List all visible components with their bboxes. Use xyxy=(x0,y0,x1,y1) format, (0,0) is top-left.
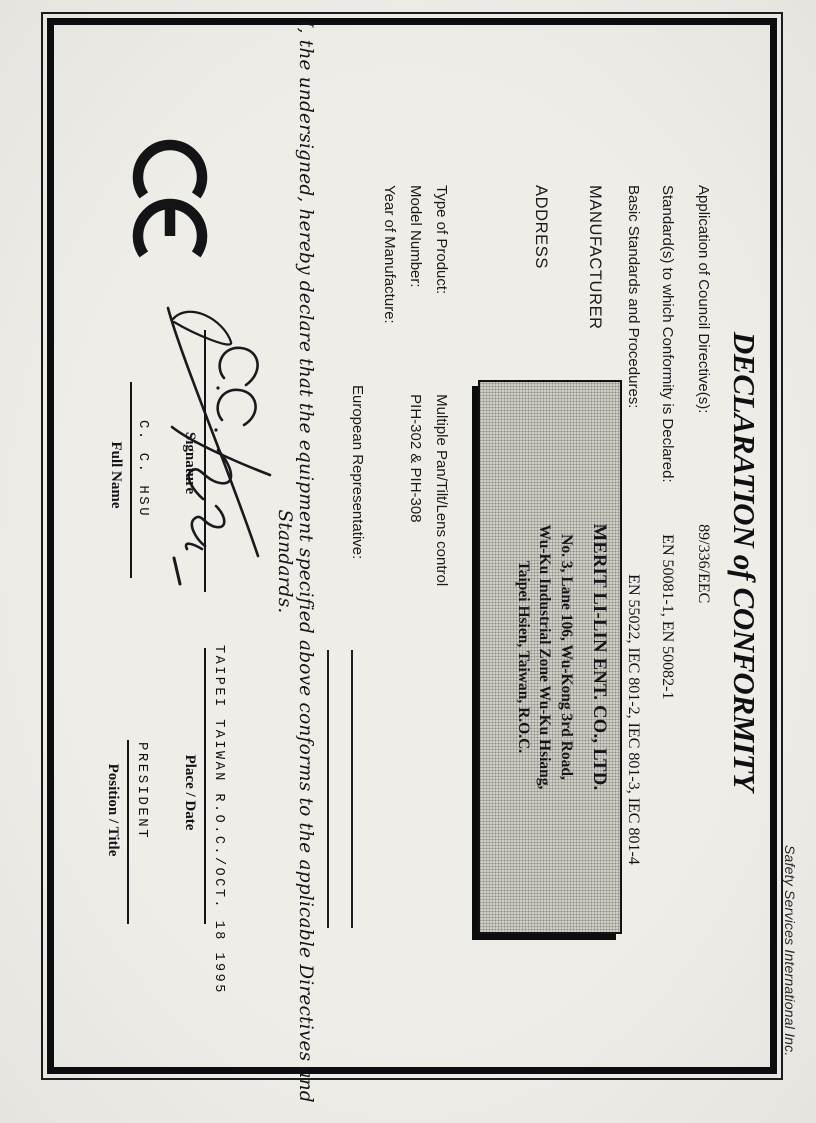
year-of-manufacture-row xyxy=(381,185,398,390)
place-date-value: TAIPEI TAIWAN R.O.C./OCT. 18 1995 xyxy=(211,645,226,995)
euro-rep-blank-line-2 xyxy=(327,650,329,928)
european-representative-label: European Representative: xyxy=(349,385,366,560)
standards-row xyxy=(658,185,676,699)
declaration-statement: I, the undersigned, hereby declare that the equipment specified above conforms to the applicable Directives and Standards. xyxy=(274,20,316,1103)
standards-value: EN 50081-1, EN 50082-1 xyxy=(659,534,676,700)
directive-row xyxy=(694,185,712,603)
position-label: Position / Title xyxy=(105,763,121,857)
model-number-row xyxy=(407,185,424,523)
full-name-rule xyxy=(130,382,132,578)
type-of-product-value: Multiple Pan/Tilt/Lens control xyxy=(433,394,450,587)
place-date-rule xyxy=(204,648,206,924)
type-of-product-label: Type of Product: xyxy=(433,185,450,295)
signature-handwriting xyxy=(146,290,286,610)
directive-label: Application of Council Directive(s): xyxy=(695,185,712,414)
address-line-2: Wu-Ku Industrial Zone Wu-Ku Hsiang, xyxy=(536,524,554,790)
position-rule xyxy=(127,740,129,924)
full-name-value: C. C. HSU xyxy=(135,420,151,519)
type-of-product-row xyxy=(433,185,450,586)
manufacturer-label: MANUFACTURER xyxy=(586,185,604,330)
model-number-value: PIH-302 & PIH-308 xyxy=(407,394,424,523)
ce-mark-icon xyxy=(124,138,216,258)
year-of-manufacture-label: Year of Manufacture: xyxy=(381,185,398,324)
signature-label: Signature xyxy=(182,431,198,495)
document-title: DECLARATION of CONFORMITY xyxy=(727,331,762,792)
place-date-label: Place / Date xyxy=(182,754,198,831)
euro-rep-blank-line-1 xyxy=(351,650,353,928)
model-number-label: Model Number: xyxy=(407,185,424,288)
address-line-3: Taipei Hsien, Taiwan, R.O.C. xyxy=(515,560,532,754)
basic-standards-value: EN 55022, IEC 801-2, IEC 801-3, IEC 801-4 xyxy=(625,574,642,865)
basic-standards-label: Basic Standards and Procedures: xyxy=(625,185,642,409)
safety-agency-label: Safety Services International Inc. xyxy=(782,845,798,1057)
basic-standards-row xyxy=(624,185,642,865)
manufacturer-box xyxy=(478,380,622,934)
signature-rule xyxy=(204,330,206,592)
standards-label: Standard(s) to which Conformity is Declared: xyxy=(659,185,676,483)
address-label: ADDRESS xyxy=(532,185,550,269)
position-value: PRESIDENT xyxy=(134,742,150,841)
directive-value: 89/336/EEC xyxy=(695,524,712,604)
full-name-label: Full Name xyxy=(108,441,124,509)
manufacturer-name: MERIT LI-LIN ENT. CO., LTD. xyxy=(589,523,609,791)
address-line-1: No. 3, Lane 106, Wu-Kong 3rd Road, xyxy=(558,534,575,780)
